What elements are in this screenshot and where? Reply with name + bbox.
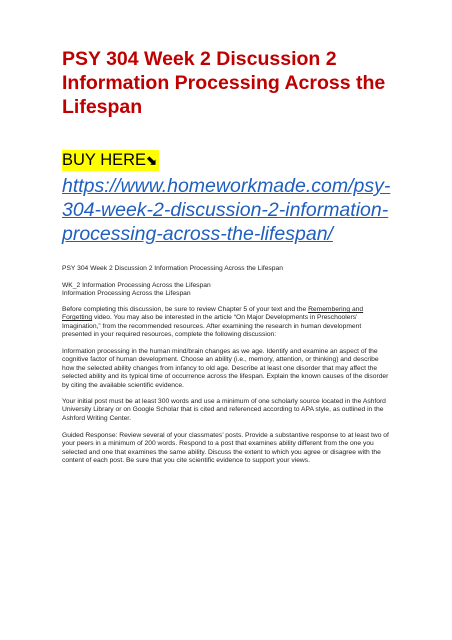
title-line-2: Information Processing Across the — [62, 72, 386, 94]
link-line-2: 304-week-2-discussion-2-information- — [62, 199, 389, 221]
paragraph-guided-response — [62, 432, 434, 466]
para1-post1: video. You may also be interested in the article “On Major Developments in Preschoolers’ — [92, 314, 358, 322]
para2-line: selected ability and its typical time of occurrence across the lifespan. Explain the known causes of the disorder — [62, 373, 389, 381]
wk-line-2: Information Processing Across the Lifespan — [62, 290, 191, 298]
link-line-3: processing-across-the-lifespan/ — [62, 223, 333, 245]
link-line-1: https://www.homeworkmade.com/psy- — [62, 175, 391, 197]
para2-line: Information processing in the human mind/brain changes as we age. Identify and examine an aspect of the — [62, 348, 378, 355]
para2-line: by citing the available scientific evidence. — [62, 381, 184, 389]
buy-here-text: BUY HERE — [62, 151, 147, 169]
para1-post2: Imagination,” from the recommended resources. After examining the research in human development — [62, 322, 362, 330]
para4-line: content of each post. Be sure that you cite scientific evidence to support your views. — [62, 457, 310, 465]
para2-line: how the selected ability changes from infancy to old age. Describe at least one disorder that may affect the — [62, 364, 378, 372]
paragraph-prompt — [62, 348, 434, 390]
paragraph-instructions — [62, 306, 434, 340]
buy-here-label — [62, 150, 159, 171]
page-title — [62, 47, 434, 119]
para4-line: Guided Response: Review several of your classmates’ posts. Provide a substantive response to at least two of — [62, 432, 389, 439]
title-line-3: Lifespan — [62, 96, 143, 118]
para3-line: Your initial post must be at least 300 words and use a minimum of one scholarly source located in the Ashford — [62, 398, 386, 405]
para4-line: selected and one that examines the same ability. Discuss the extent to which you agree or disagree with the — [62, 448, 381, 456]
para4-line: your peers in a minimum of 200 words. Respond to a post that examines ability different from the one you — [62, 440, 374, 448]
doc-title: PSY 304 Week 2 Discussion 2 Information Processing Across the Lifespan — [62, 265, 283, 272]
wk-heading — [62, 282, 434, 299]
purchase-link[interactable] — [62, 174, 434, 246]
para2-line: cognitive factor of human development. Choose an ability (i.e., memory, attention, or thinking) and describe — [62, 356, 379, 364]
video-link[interactable]: Remembering and — [308, 306, 364, 313]
para1-post3: presented in your required resources, complete the following discussion: — [62, 331, 277, 339]
para1-pre: Before completing this discussion, be sure to review Chapter 5 of your text and the — [62, 306, 309, 313]
paragraph-requirements — [62, 398, 434, 423]
para3-line: University Library or on Google Scholar that is cited and referenced according to APA style, as outlined in the — [62, 406, 384, 414]
video-link-cont[interactable]: Forgetting — [62, 314, 93, 322]
wk-line-1: WK_2 Information Processing Across the Lifespan — [62, 282, 211, 289]
arrow-down-right-icon: ⬊ — [146, 153, 157, 168]
para3-line: Ashford Writing Center. — [62, 414, 132, 422]
title-line-1: PSY 304 Week 2 Discussion 2 — [62, 48, 337, 70]
